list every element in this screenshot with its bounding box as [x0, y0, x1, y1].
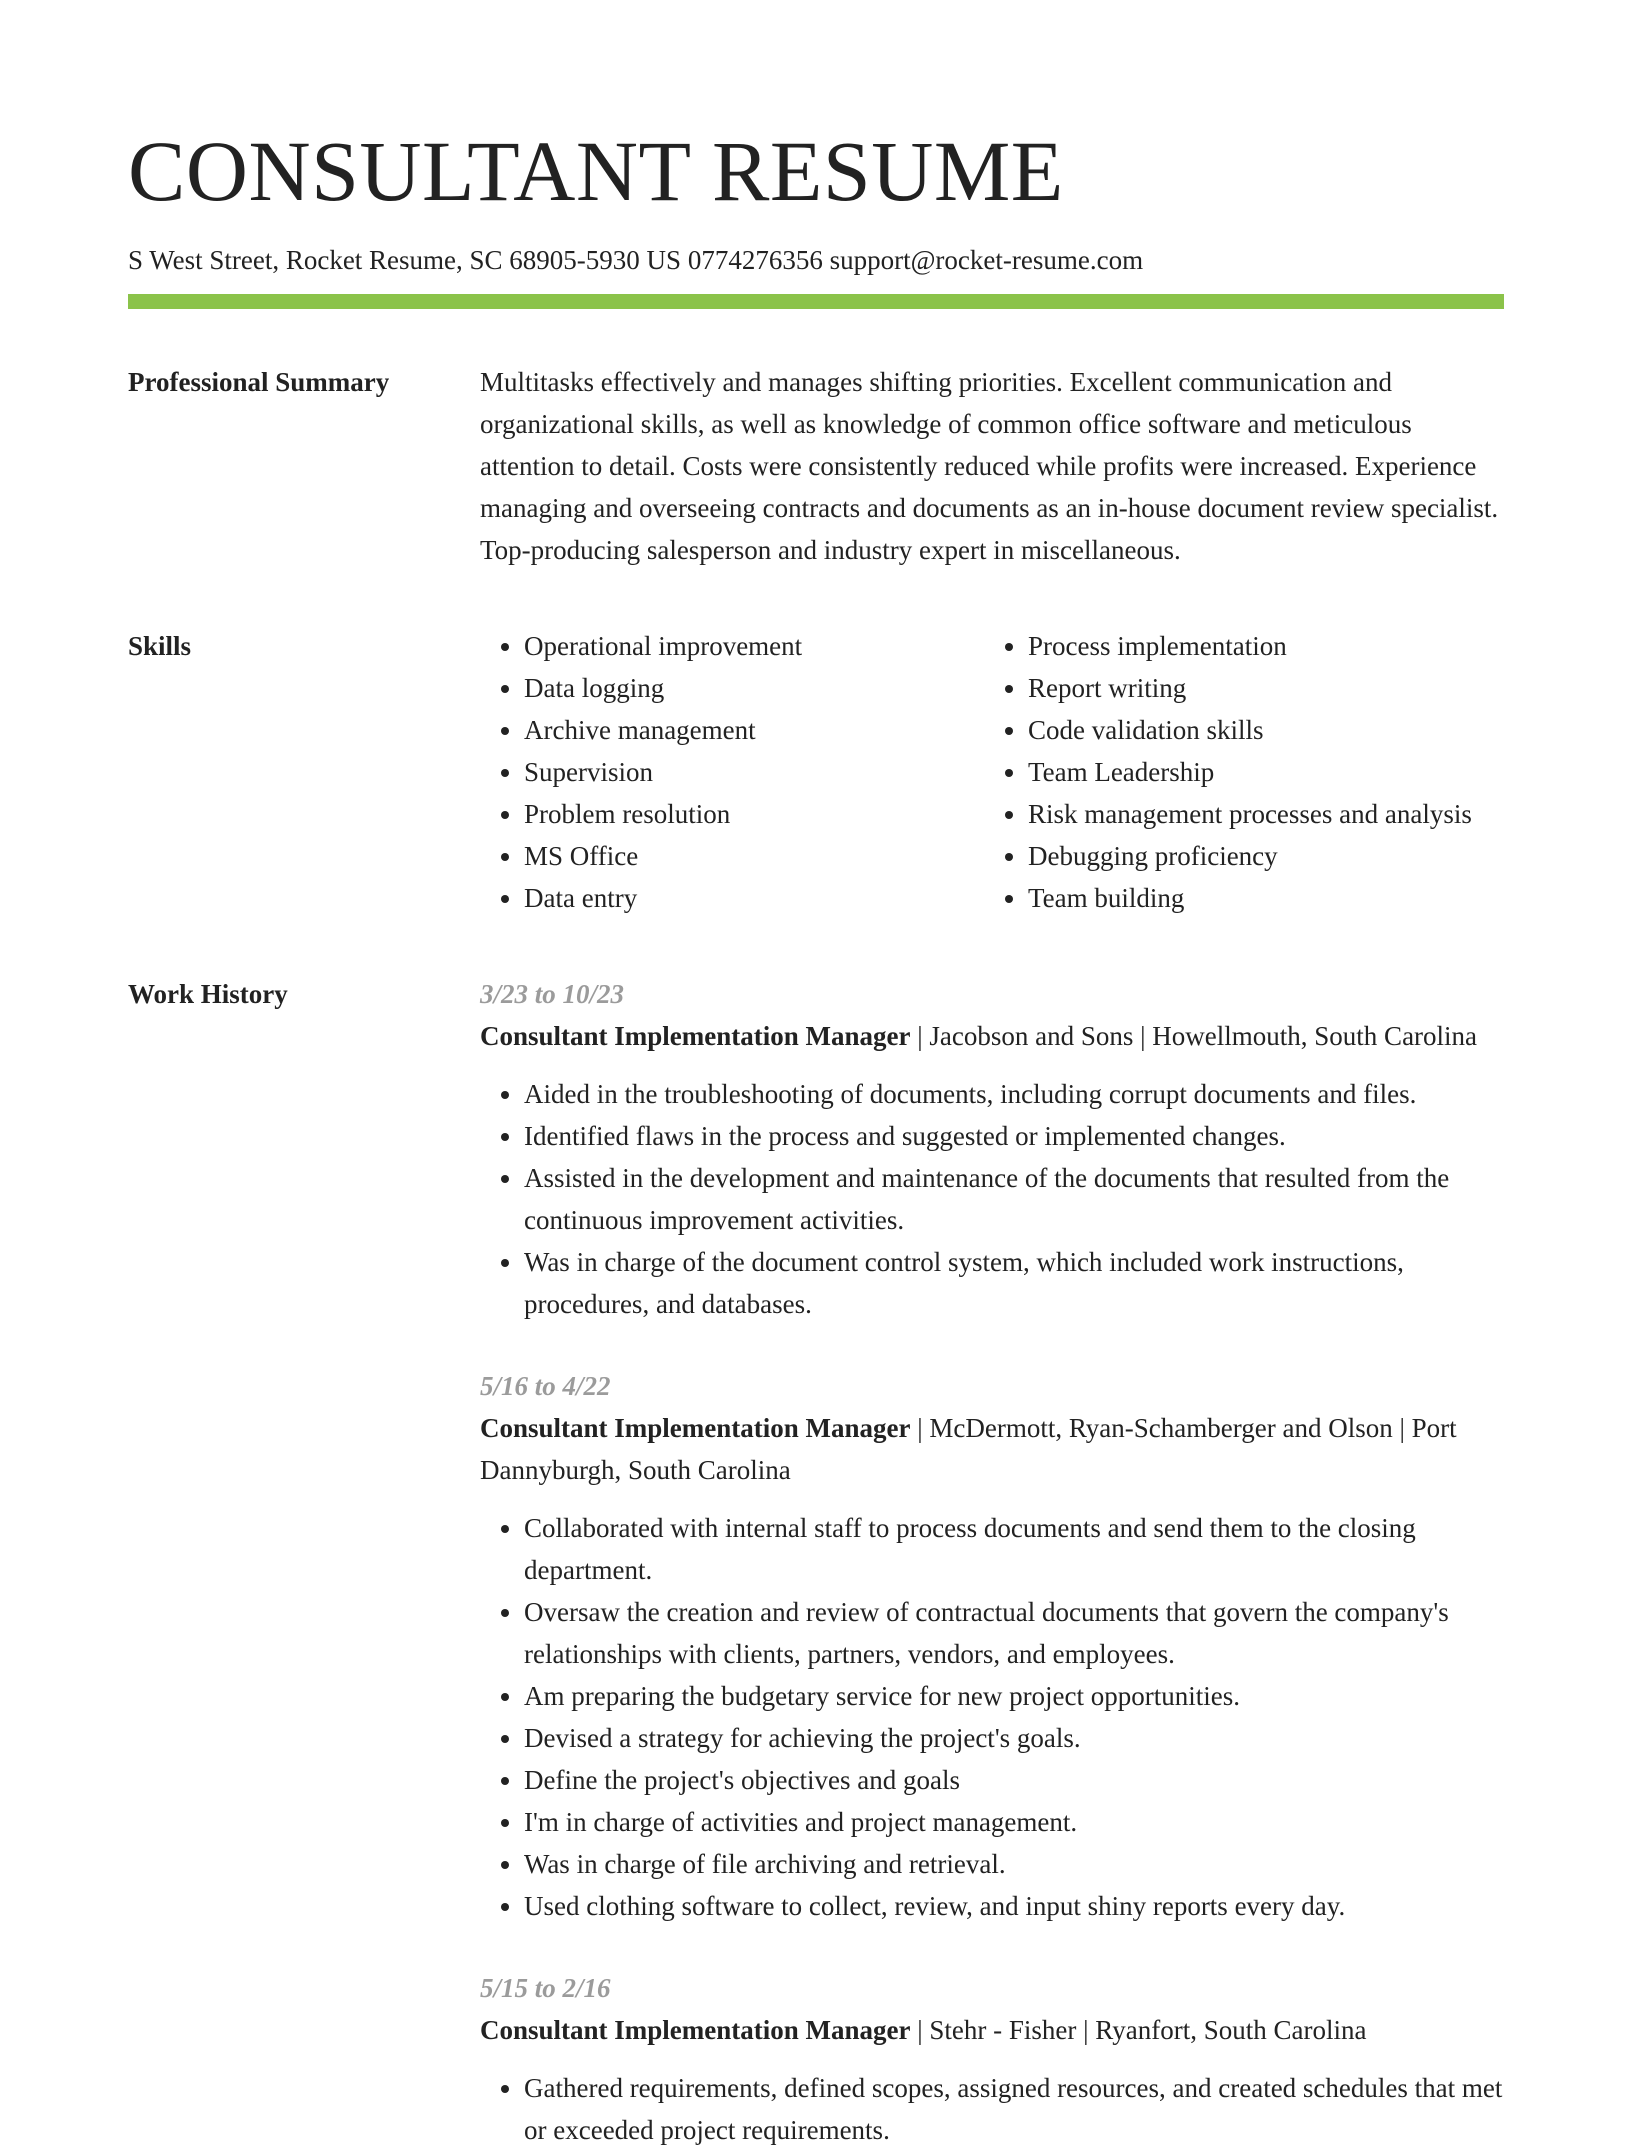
job-bullet: • Assisted in the development and maintenance of the documents that resulted from the continuous improvement activities. — [524, 1157, 1504, 1241]
skill-item: • Supervision — [524, 751, 984, 793]
skill-item: • Archive management — [524, 709, 984, 751]
job-bullet: • Aided in the troubleshooting of documents, including corrupt documents and files. — [524, 1073, 1504, 1115]
job-entry — [480, 1967, 1504, 2151]
job-heading — [480, 2009, 1504, 2051]
summary-label: Professional Summary — [128, 367, 390, 397]
job-bullet: • Was in charge of the document control system, which included work instructions, procedures, and databases. — [524, 1241, 1504, 1325]
resume-title: CONSULTANT RESUME — [128, 123, 1064, 219]
job-employer-location: | Stehr - Fisher | Ryanfort, South Carolina — [910, 2015, 1367, 2045]
job-bullet: • Identified flaws in the process and suggested or implemented changes. — [524, 1115, 1504, 1157]
job-title: Consultant Implementation Manager — [480, 1021, 911, 1051]
skill-item: • Data entry — [524, 877, 984, 919]
job-bullet-list — [480, 1073, 1504, 1325]
skills-label: Skills — [128, 631, 192, 661]
skill-item: • Debugging proficiency — [1028, 835, 1472, 877]
job-bullet: • Define the project's objectives and goals — [524, 1759, 1504, 1801]
skill-item: • Operational improvement — [524, 625, 984, 667]
skill-item: • Team building — [1028, 877, 1472, 919]
job-bullet: • Oversaw the creation and review of contractual documents that govern the company's relationships with clients, partners, vendors, and employees. — [524, 1591, 1504, 1675]
job-employer-location: | Jacobson and Sons | Howellmouth, South Carolina — [910, 1021, 1478, 1051]
job-bullet-list — [480, 1507, 1504, 1927]
skill-item: • Risk management processes and analysis — [1028, 793, 1472, 835]
job-bullet: • Am preparing the budgetary service for new project opportunities. — [524, 1675, 1504, 1717]
skill-item: • MS Office — [524, 835, 984, 877]
job-bullet: • I'm in charge of activities and project management. — [524, 1801, 1504, 1843]
contact-line: S West Street, Rocket Resume, SC 68905-5930 US 0774276356 support@rocket-resume.com — [128, 245, 1144, 275]
job-bullet: • Collaborated with internal staff to process documents and send them to the closing department. — [524, 1507, 1504, 1591]
skills-body — [480, 625, 1504, 919]
job-bullet: • Used clothing software to collect, review, and input shiny reports every day. — [524, 1885, 1504, 1927]
job-bullet: • Devised a strategy for achieving the project's goals. — [524, 1717, 1504, 1759]
skills-section — [128, 625, 1504, 919]
skill-item: • Data logging — [524, 667, 984, 709]
work-history-section — [128, 973, 1504, 2151]
skills-list-left — [480, 625, 984, 919]
skill-item: • Team Leadership — [1028, 751, 1472, 793]
resume-page — [128, 0, 1504, 2151]
skill-item: • Problem resolution — [524, 793, 984, 835]
job-bullet: • Gathered requirements, defined scopes, assigned resources, and created schedules that met or exceeded project requirements. — [524, 2067, 1504, 2151]
job-employer-location: | McDermott, Ryan-Schamberger and Olson | Port Dannyburgh, South Carolina — [480, 1413, 1457, 1485]
job-dates: 5/15 to 2/16 — [480, 1973, 611, 2003]
job-entry — [480, 973, 1504, 1325]
header-accent-rule — [128, 294, 1504, 309]
job-heading — [480, 1407, 1504, 1491]
job-entry — [480, 1365, 1504, 1927]
summary-body — [480, 361, 1504, 571]
skill-item: • Process implementation — [1028, 625, 1472, 667]
job-dates: 3/23 to 10/23 — [480, 979, 625, 1009]
job-title: Consultant Implementation Manager — [480, 1413, 911, 1443]
job-bullet: • Was in charge of file archiving and retrieval. — [524, 1843, 1504, 1885]
summary-text: Multitasks effectively and manages shifting priorities. Excellent communication and organizational skills, as well as knowledge of common office software and meticulous attention to detail. Costs were consistently reduced while profits were increased. Experience managing and overseeing contracts and documents as an in-house document review specialist. Top-producing salesperson and industry expert in miscellaneous. — [480, 367, 1499, 565]
skills-list-right — [984, 625, 1472, 919]
skill-item: • Report writing — [1028, 667, 1472, 709]
skill-item: • Code validation skills — [1028, 709, 1472, 751]
work-history-label: Work History — [128, 979, 288, 1009]
job-dates: 5/16 to 4/22 — [480, 1371, 611, 1401]
job-title: Consultant Implementation Manager — [480, 2015, 911, 2045]
work-history-body — [480, 973, 1504, 2151]
job-bullet-list — [480, 2067, 1504, 2151]
summary-section — [128, 361, 1504, 571]
job-heading — [480, 1015, 1504, 1057]
